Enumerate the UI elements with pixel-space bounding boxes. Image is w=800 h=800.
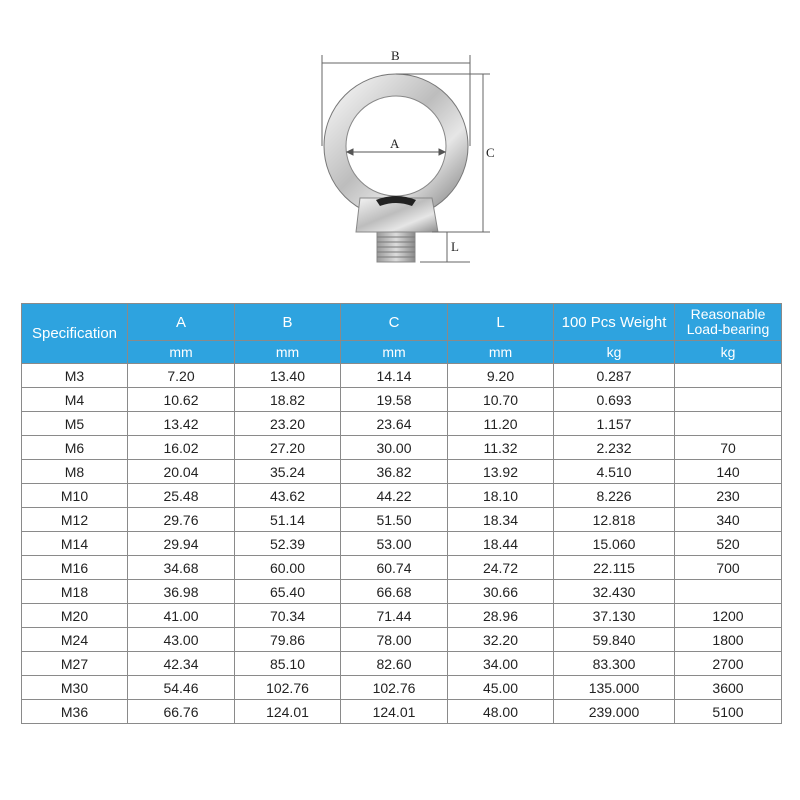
cell-c: 14.14	[341, 364, 448, 388]
cell-spec: M30	[22, 676, 128, 700]
cell-b: 102.76	[235, 676, 341, 700]
cell-c: 19.58	[341, 388, 448, 412]
cell-b: 18.82	[235, 388, 341, 412]
table-row	[22, 676, 782, 700]
cell-load	[675, 388, 782, 412]
cell-weight: 32.430	[554, 580, 675, 604]
cell-l: 34.00	[448, 652, 554, 676]
cell-spec: M10	[22, 484, 128, 508]
unit-row	[22, 341, 782, 364]
cell-a: 66.76	[128, 700, 235, 724]
header-specification: Specification	[22, 304, 128, 364]
cell-l: 24.72	[448, 556, 554, 580]
table-row	[22, 700, 782, 724]
cell-weight: 2.232	[554, 436, 675, 460]
cell-c: 102.76	[341, 676, 448, 700]
header-load-bearing	[675, 304, 782, 341]
eye-collar	[356, 196, 438, 232]
header-load-line1: Reasonable	[690, 306, 766, 322]
cell-a: 20.04	[128, 460, 235, 484]
cell-a: 34.68	[128, 556, 235, 580]
threaded-shank	[377, 232, 415, 262]
table-row	[22, 532, 782, 556]
cell-c: 71.44	[341, 604, 448, 628]
cell-load: 1800	[675, 628, 782, 652]
cell-c: 60.74	[341, 556, 448, 580]
cell-spec: M18	[22, 580, 128, 604]
cell-a: 16.02	[128, 436, 235, 460]
cell-l: 48.00	[448, 700, 554, 724]
header-b: B	[235, 304, 341, 341]
cell-c: 36.82	[341, 460, 448, 484]
cell-weight: 0.693	[554, 388, 675, 412]
cell-b: 52.39	[235, 532, 341, 556]
cell-b: 35.24	[235, 460, 341, 484]
cell-load: 5100	[675, 700, 782, 724]
cell-b: 65.40	[235, 580, 341, 604]
table-body	[22, 364, 782, 724]
unit-load: kg	[675, 341, 782, 364]
cell-spec: M12	[22, 508, 128, 532]
cell-load	[675, 412, 782, 436]
cell-b: 60.00	[235, 556, 341, 580]
cell-load	[675, 364, 782, 388]
cell-weight: 239.000	[554, 700, 675, 724]
cell-weight: 37.130	[554, 604, 675, 628]
header-row	[22, 304, 782, 341]
cell-load: 2700	[675, 652, 782, 676]
table-row	[22, 652, 782, 676]
cell-c: 53.00	[341, 532, 448, 556]
cell-l: 11.32	[448, 436, 554, 460]
dim-label-c: C	[486, 145, 495, 160]
cell-load: 140	[675, 460, 782, 484]
unit-c: mm	[341, 341, 448, 364]
cell-weight: 4.510	[554, 460, 675, 484]
cell-weight: 83.300	[554, 652, 675, 676]
cell-spec: M14	[22, 532, 128, 556]
cell-b: 43.62	[235, 484, 341, 508]
dim-label-a: A	[390, 136, 400, 151]
cell-l: 11.20	[448, 412, 554, 436]
table-row	[22, 556, 782, 580]
table-row	[22, 580, 782, 604]
cell-spec: M8	[22, 460, 128, 484]
cell-a: 7.20	[128, 364, 235, 388]
unit-weight: kg	[554, 341, 675, 364]
table-row	[22, 364, 782, 388]
cell-spec: M20	[22, 604, 128, 628]
cell-b: 23.20	[235, 412, 341, 436]
cell-l: 10.70	[448, 388, 554, 412]
cell-b: 13.40	[235, 364, 341, 388]
table-row	[22, 508, 782, 532]
cell-a: 10.62	[128, 388, 235, 412]
cell-c: 124.01	[341, 700, 448, 724]
cell-l: 9.20	[448, 364, 554, 388]
table-row	[22, 628, 782, 652]
table-row	[22, 388, 782, 412]
cell-spec: M3	[22, 364, 128, 388]
cell-b: 124.01	[235, 700, 341, 724]
cell-spec: M4	[22, 388, 128, 412]
cell-a: 41.00	[128, 604, 235, 628]
cell-weight: 1.157	[554, 412, 675, 436]
cell-b: 85.10	[235, 652, 341, 676]
cell-a: 29.76	[128, 508, 235, 532]
cell-spec: M6	[22, 436, 128, 460]
cell-b: 27.20	[235, 436, 341, 460]
cell-weight: 22.115	[554, 556, 675, 580]
cell-load: 3600	[675, 676, 782, 700]
unit-l: mm	[448, 341, 554, 364]
cell-spec: M5	[22, 412, 128, 436]
dim-label-l: L	[451, 239, 459, 254]
cell-c: 66.68	[341, 580, 448, 604]
cell-spec: M36	[22, 700, 128, 724]
cell-c: 51.50	[341, 508, 448, 532]
cell-l: 13.92	[448, 460, 554, 484]
table-row	[22, 604, 782, 628]
cell-weight: 15.060	[554, 532, 675, 556]
header-a: A	[128, 304, 235, 341]
table-row	[22, 484, 782, 508]
cell-l: 32.20	[448, 628, 554, 652]
specification-table	[21, 303, 782, 724]
cell-c: 44.22	[341, 484, 448, 508]
cell-a: 54.46	[128, 676, 235, 700]
cell-a: 13.42	[128, 412, 235, 436]
cell-c: 30.00	[341, 436, 448, 460]
header-c: C	[341, 304, 448, 341]
cell-c: 82.60	[341, 652, 448, 676]
header-weight: 100 Pcs Weight	[554, 304, 675, 341]
table-row	[22, 436, 782, 460]
cell-a: 25.48	[128, 484, 235, 508]
table-row	[22, 460, 782, 484]
cell-b: 79.86	[235, 628, 341, 652]
table-row	[22, 412, 782, 436]
cell-load	[675, 580, 782, 604]
cell-c: 78.00	[341, 628, 448, 652]
dimension-l	[420, 232, 470, 262]
cell-b: 51.14	[235, 508, 341, 532]
cell-c: 23.64	[341, 412, 448, 436]
header-l: L	[448, 304, 554, 341]
cell-load: 340	[675, 508, 782, 532]
cell-l: 45.00	[448, 676, 554, 700]
cell-spec: M24	[22, 628, 128, 652]
unit-a: mm	[128, 341, 235, 364]
cell-l: 18.10	[448, 484, 554, 508]
dim-label-b: B	[391, 48, 400, 63]
cell-spec: M16	[22, 556, 128, 580]
cell-load: 700	[675, 556, 782, 580]
cell-load: 70	[675, 436, 782, 460]
cell-a: 42.34	[128, 652, 235, 676]
cell-load: 520	[675, 532, 782, 556]
cell-b: 70.34	[235, 604, 341, 628]
cell-a: 36.98	[128, 580, 235, 604]
cell-weight: 135.000	[554, 676, 675, 700]
eye-nut-diagram	[0, 0, 800, 300]
cell-a: 43.00	[128, 628, 235, 652]
cell-weight: 8.226	[554, 484, 675, 508]
cell-l: 30.66	[448, 580, 554, 604]
cell-weight: 59.840	[554, 628, 675, 652]
cell-a: 29.94	[128, 532, 235, 556]
cell-l: 18.34	[448, 508, 554, 532]
cell-load: 1200	[675, 604, 782, 628]
cell-weight: 0.287	[554, 364, 675, 388]
unit-b: mm	[235, 341, 341, 364]
header-load-line2: Load-bearing	[686, 321, 770, 337]
cell-load: 230	[675, 484, 782, 508]
cell-spec: M27	[22, 652, 128, 676]
cell-l: 18.44	[448, 532, 554, 556]
cell-l: 28.96	[448, 604, 554, 628]
cell-weight: 12.818	[554, 508, 675, 532]
